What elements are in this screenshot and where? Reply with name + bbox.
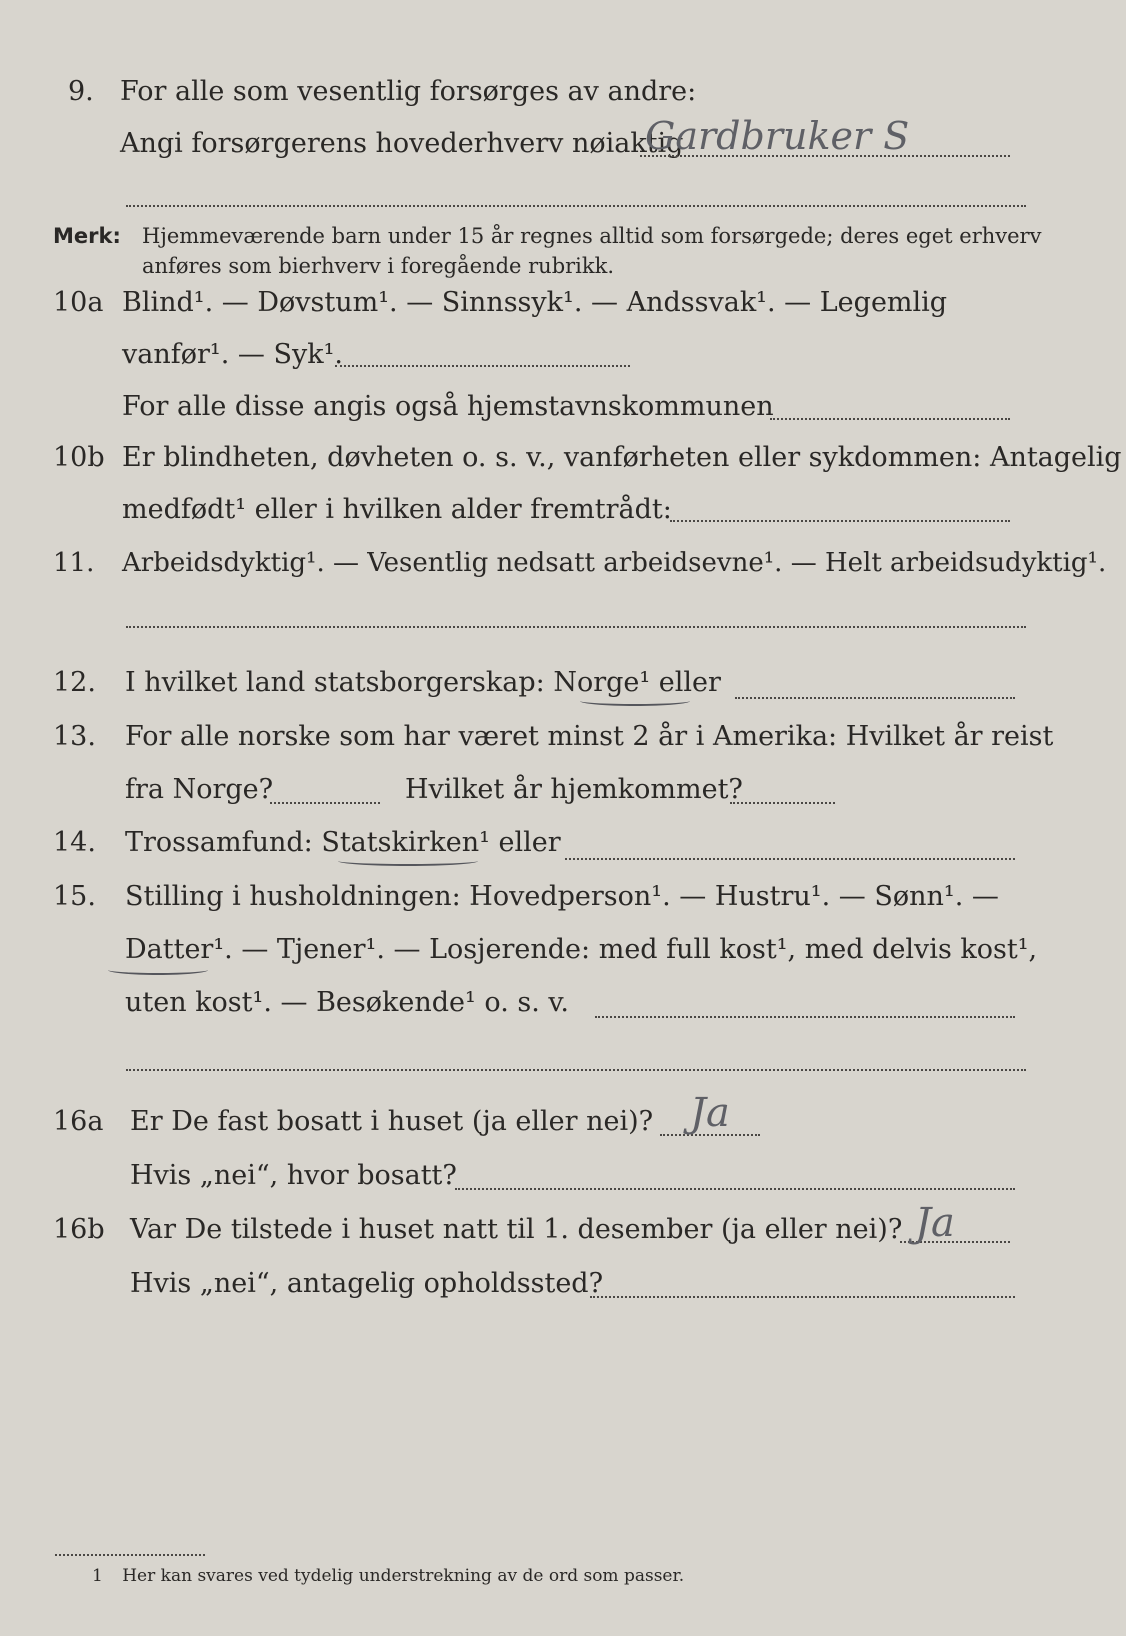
q13-text2a: fra Norge? (125, 774, 274, 805)
norge-underline-mark (580, 696, 690, 706)
q10b-text: Er blindheten, døvheten o. s. v., vanførheten eller sykdommen: Antagelig (122, 442, 1122, 473)
q10b-text2: medfødt¹ eller i hvilken alder fremtrådt: (122, 494, 672, 525)
separator (126, 205, 1026, 207)
q10a-answer-field[interactable] (335, 365, 630, 367)
q16a-text: Er De fast bosatt i huset (ja eller nei)? (130, 1106, 654, 1137)
q12-number: 12. (53, 667, 96, 698)
q10a-text: Blind¹. — Døvstum¹. — Sinnssyk¹. — Andssvak¹. — Legemlig (122, 287, 948, 318)
q15-text2: Datter¹. — Tjener¹. — Losjerende: med full kost¹, med delvis kost¹, (125, 934, 1038, 965)
footnote-mark: 1 (92, 1566, 103, 1586)
q10a-number: 10a (53, 287, 104, 318)
merk-label: Merk: (53, 224, 121, 248)
q9-text: For alle som vesentlig forsørges av andre: (120, 76, 697, 107)
q16b-text2: Hvis „nei“, antagelig opholdssted? (130, 1268, 604, 1299)
q16a-number: 16a (53, 1106, 104, 1137)
q14-answer-field[interactable] (565, 858, 1015, 860)
datter-underline-mark (108, 965, 208, 975)
q13-hjemkommet-field[interactable] (730, 802, 835, 804)
q12-answer-field[interactable] (735, 697, 1015, 699)
q15-text3: uten kost¹. — Besøkende¹ o. s. v. (125, 987, 570, 1018)
q10a-text2: vanfør¹. — Syk¹. (122, 339, 343, 370)
q16a-handwritten-answer: Ja (690, 1090, 730, 1136)
footnote-text: Her kan svares ved tydelig understrekning av de ord som passer. (122, 1566, 685, 1586)
q13-text: For alle norske som har været minst 2 år i Amerika: Hvilket år reist (125, 721, 1054, 752)
q10b-answer-field[interactable] (670, 520, 1010, 522)
q11-number: 11. (53, 548, 95, 578)
q16a-text2: Hvis „nei“, hvor bosatt? (130, 1160, 457, 1191)
separator (126, 1069, 1026, 1071)
footnote-rule (55, 1554, 205, 1556)
q16a-bosatt-field[interactable] (455, 1188, 1015, 1190)
footnote (92, 1566, 684, 1586)
statskirken-underline-mark (338, 856, 478, 866)
q13-number: 13. (53, 721, 96, 752)
separator (126, 626, 1026, 628)
merk-note-text1: Hjemmeværende barn under 15 år regnes alltid som forsørgede; deres eget erhverv (142, 224, 1042, 248)
q10b-number: 10b (53, 442, 105, 473)
q12-text: I hvilket land statsborgerskap: Norge¹ eller (125, 667, 721, 698)
q16b-handwritten-answer: Ja (915, 1200, 955, 1246)
q16b-text: Var De tilstede i huset natt til 1. desember (ja eller nei)? (130, 1214, 903, 1245)
q14-text: Trossamfund: Statskirken¹ eller (125, 827, 561, 858)
q10a-kommune-field[interactable] (770, 418, 1010, 420)
q15-text: Stilling i husholdningen: Hovedperson¹. — Hustru¹. — Sønn¹. — (125, 881, 999, 912)
merk-note-text2: anføres som bierhverv i foregående rubrikk. (142, 254, 615, 278)
q15-number: 15. (53, 881, 96, 912)
q14-number: 14. (53, 827, 96, 858)
q16b-number: 16b (53, 1214, 105, 1245)
q9-number: 9. (68, 76, 94, 107)
q13-reist-field[interactable] (270, 802, 380, 804)
merk-note-line1 (53, 220, 121, 252)
q9-text2: Angi forsørgerens hovederhverv nøiaktig (120, 128, 684, 159)
q16b-opholdssted-field[interactable] (590, 1296, 1015, 1298)
q9-handwritten-answer: Gardbruker S (645, 114, 910, 158)
q13-text2b: Hvilket år hjemkommet? (405, 774, 743, 805)
q11-text: Arbeidsdyktig¹. — Vesentlig nedsatt arbeidsevne¹. — Helt arbeidsudyktig¹. (122, 548, 1107, 578)
q10a-text3: For alle disse angis også hjemstavnskommunen (122, 391, 774, 422)
q15-answer-field[interactable] (595, 1016, 1015, 1018)
